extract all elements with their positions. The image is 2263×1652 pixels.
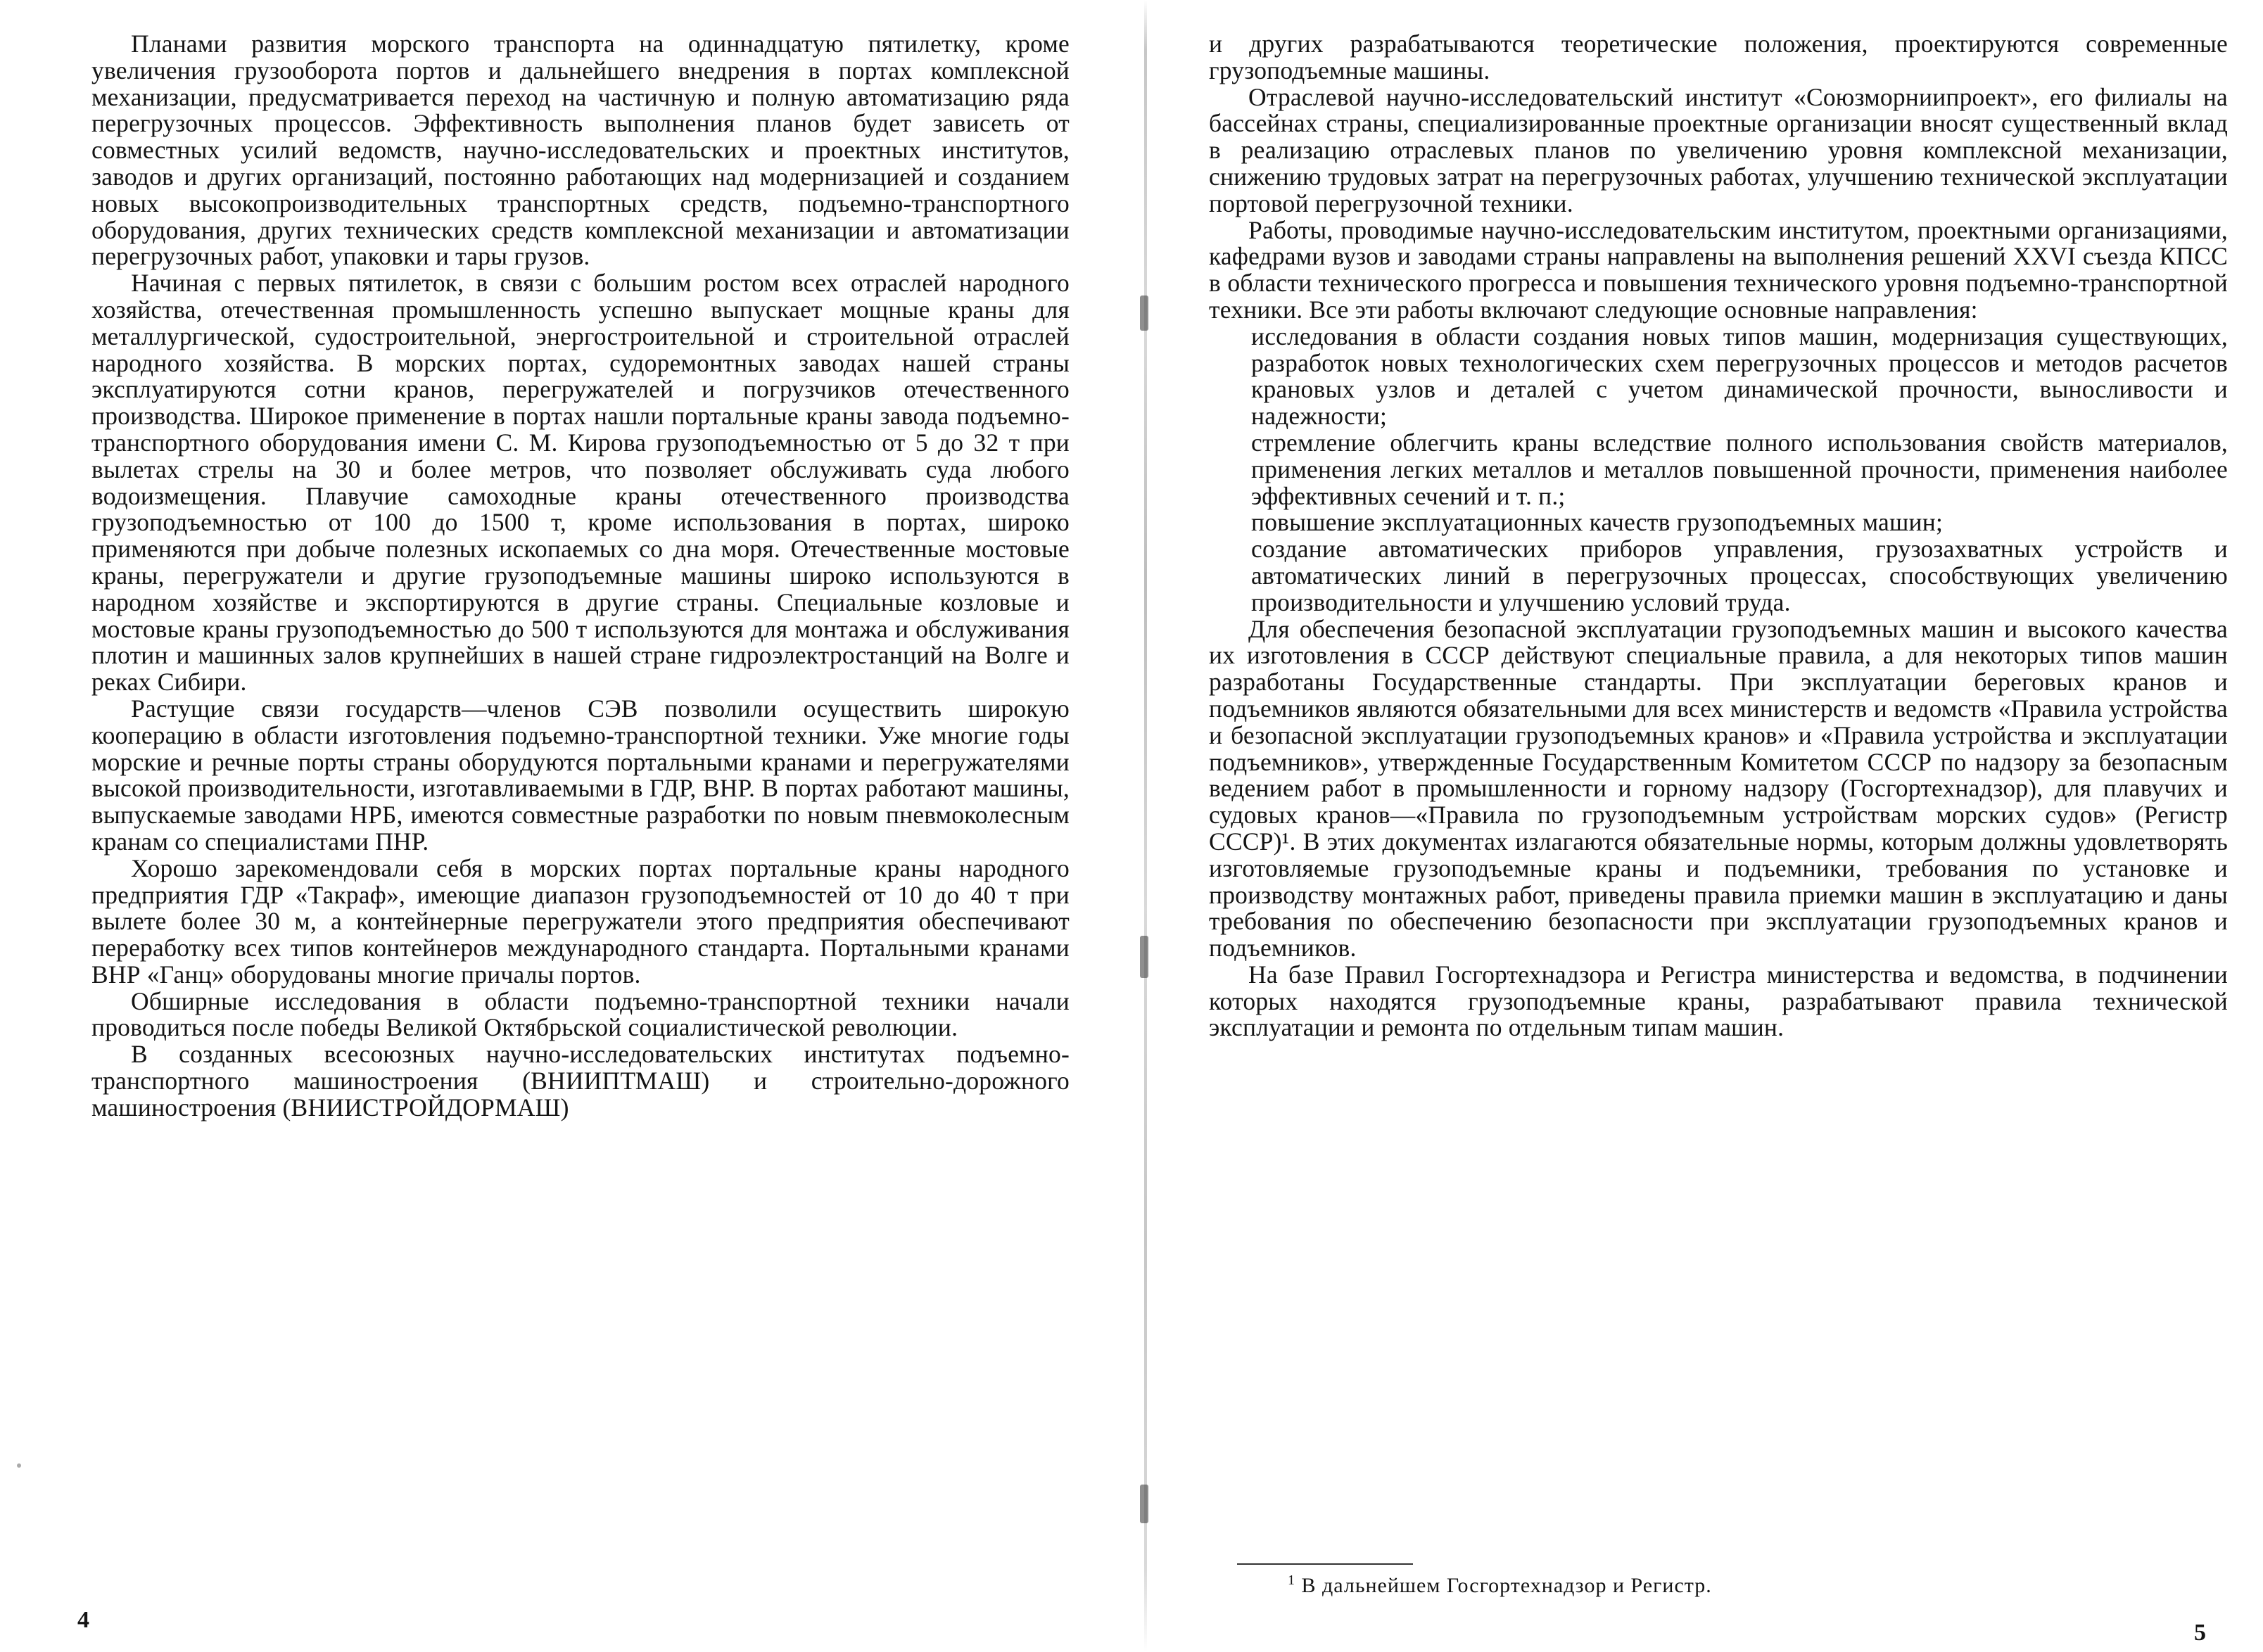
list-item: повышение эксплуатационных качеств грузоподъемных машин; [1251, 508, 1944, 537]
footnote [1288, 1568, 1712, 1599]
footnote-text: В дальнейшем Госгортехнадзор и Регистр. [1301, 1574, 1712, 1597]
gutter-stain [1140, 936, 1148, 978]
list-item: создание автоматических приборов управления, грузозахватных устройств и автоматических линий в перегрузочных процессах, способствующих увеличению производительности и улучшению условий труда. [1251, 535, 2228, 616]
right-paragraph-1: Отраслевой научно-исследовательский институт «Союзморниипроект», его филиалы на бассейнах страны, специализированные проектные организации вносят существенный вклад в реализацию отраслевых планов по увеличению уровня комплексной механизации, снижению трудовых затрат на перегрузочных работах, улучшению технической эксплуатации портовой перегрузочной техники. [1209, 82, 2228, 217]
gutter-stain [1140, 1485, 1148, 1523]
left-paragraph-4: Хорошо зарекомендовали себя в морских портах портальные краны народного предприятия ГДР «Такраф», имеющие диапазон грузоподъемностей от 10 до 40 т при вылете более 30 м, а контейнерные перегружатели этого предприятия обеспечивают переработку всех типов контейнеров международного стандарта. Портальными кранами ВНР «Ганц» оборудованы многие причалы портов. [91, 853, 1070, 989]
left-paragraph-6: В созданных всесоюзных научно-исследовательских институтах подъемно-транспортного машиностроения (ВНИИПТМАШ) и строительно-дорожного машиностроения (ВНИИСТРОЙДОРМАШ) [91, 1040, 1070, 1122]
page-number-left: 4 [77, 1607, 89, 1633]
book-gutter [1144, 0, 1147, 1652]
paper-speck [17, 1463, 21, 1468]
left-paragraph-5: Обширные исследования в области подъемно-транспортной техники начали проводиться после победы Великой Октябрьской социалистической революции. [91, 986, 1070, 1042]
right-paragraph-2: Работы, проводимые научно-исследовательским институтом, проектными организациями, кафедрами вузов и заводами страны направлены на выполнения решений XXVI съезда КПСС в области технического прогресса и повышения технического уровня подъемно-транспортной техники. Все эти работы включают следующие основные направления: [1209, 215, 2228, 324]
list-item: исследования в области создания новых типов машин, модернизация существующих, разработок новых технологических схем перегрузочных процессов и методов расчетов крановых узлов и деталей с учетом динамической прочности, выносливости и надежности; [1251, 322, 2228, 431]
page-number-right: 5 [2194, 1620, 2206, 1646]
footnote-divider [1237, 1563, 1413, 1565]
footnote-marker: 1 [1288, 1572, 1295, 1588]
gutter-stain [1140, 296, 1148, 331]
right-paragraph-3: Для обеспечения безопасной эксплуатации грузоподъемных машин и высокого качества их изготовления в СССР действуют специальные правила, а для некоторых типов машин разработаны Государственные стандарты. При эксплуатации береговых кранов и подъемников являются обязательными для всех министерств и ведомств «Правила устройства и безопасной эксплуатации грузоподъемных кранов» и «Правила устройства и эксплуатации подъемников», утвержденные Государственным Комитетом СССР по надзору за безопасным ведением работ в промышленности и горному надзору (Госгортехнадзор), для плавучих и судовых кранов—«Правила по грузоподъемным устройствам морских судов» (Регистр СССР)¹. В этих документах излагаются обязательные нормы, которым должны удовлетворять изготовляемые грузоподъемные краны и подъемники, требования по установке и производству монтажных работ, приведены правила приемки машин в эксплуатацию и даны требования по обеспечению безопасности при эксплуатации грузоподъемных кранов и подъемников. [1209, 614, 2228, 962]
left-paragraph-3: Растущие связи государств—членов СЭВ позволили осуществить широкую кооперацию в области изготовления подъемно-транспортной техники. Уже многие годы морские и речные порты страны оборудуются портальными кранами и перегружателями высокой производительности, изготавливаемыми в ГДР, ВНР. В портах работают машины, выпускаемые заводами НРБ, имеются совместные разработки по новым пневмоколесным кранам со специалистами ПНР. [91, 694, 1070, 856]
right-page [1209, 31, 2228, 1041]
left-paragraph-1: Планами развития морского транспорта на одиннадцатую пятилетку, кроме увеличения грузооборота портов и дальнейшего внедрения в портах комплексной механизации, предусматривается переход на частичную и полную автоматизацию ряда перегрузочных процессов. Эффективность выполнения планов будет зависеть от совместных усилий ведомств, научно-исследовательских и проектных институтов, заводов и других организаций, постоянно работающих над модернизацией и созданием новых высокопроизводительных транспортных средств, подъемно-транспортного оборудования, других технических средств комплексной механизации и автоматизации перегрузочных работ, упаковки и тары грузов. [91, 30, 1070, 271]
left-page [91, 31, 1070, 1122]
right-continuation: и других разрабатываются теоретические положения, проектируются современные грузоподъемные машины. [1209, 30, 2228, 84]
left-paragraph-2: Начиная с первых пятилеток, в связи с большим ростом всех отраслей народного хозяйства, отечественная промышленность успешно выпускает мощные краны для металлургической, судостроительной, энергостроительной и строительной отраслей народного хозяйства. В морских портах, судоремонтных заводах нашей страны эксплуатируются сотни кранов, перегружателей и погрузчиков отечественного производства. Широкое применение в портах нашли портальные краны завода подъемно-транспортного оборудования имени С. М. Кирова грузоподъемностью от 5 до 32 т при вылетах стрелы на 30 и более метров, что позволяет обслуживать суда любого водоизмещения. Плавучие самоходные краны отечественного производства грузоподъемностью от 100 до 1500 т, кроме использования в портах, широко применяются при добыче полезных ископаемых со дна моря. Отечественные мостовые краны, перегружатели и другие грузоподъемные машины широко используются в народном хозяйстве и экспортируются в другие страны. Специальные козловые и мостовые краны грузоподъемностью до 500 т используются для монтажа и обслуживания плотин и машинных залов крупнейших в нашей стране гидроэлектростанций на Волге и реках Сибири. [91, 269, 1070, 697]
list-item: стремление облегчить краны вследствие полного использования свойств материалов, применения легких металлов и металлов повышенной прочности, применения наиболее эффективных сечений и т. п.; [1251, 428, 2228, 510]
right-paragraph-4: На базе Правил Госгортехнадзора и Регистра министерства и ведомства, в подчинении которых находятся грузоподъемные краны, разрабатывают правила технической эксплуатации и ремонта по отдельным типам машин. [1209, 960, 2228, 1042]
